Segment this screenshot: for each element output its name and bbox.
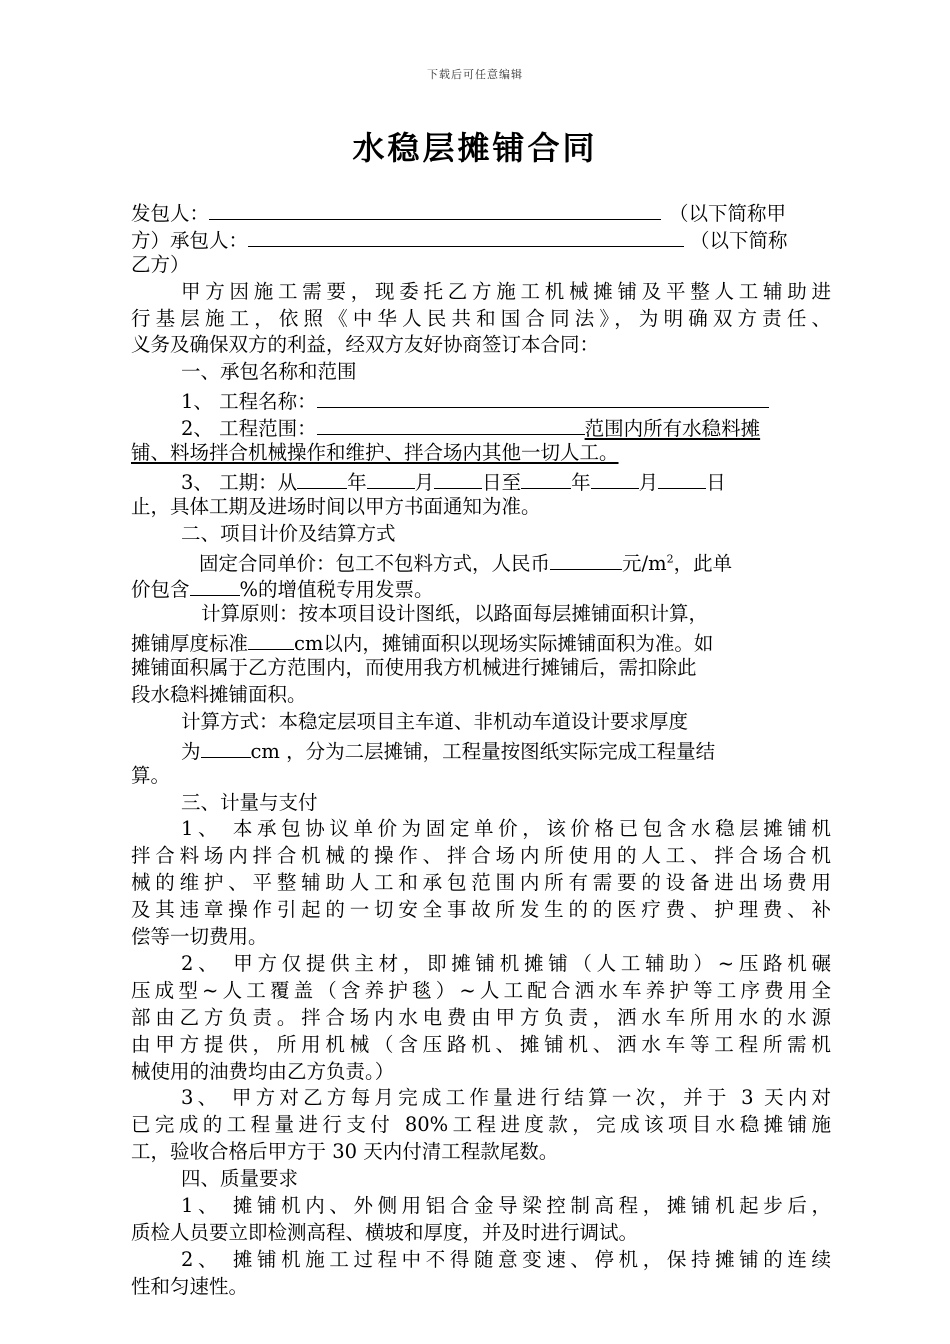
thickness-label: 摊铺厚度标准 [131,632,249,656]
contractor-suffix: （以下简称 [690,228,788,252]
end-year-blank[interactable] [521,467,571,489]
project-name-blank[interactable] [317,386,769,408]
payment-p3-line: 已完成的工程量进行支付 80%工程进度款，完成该项目水稳摊铺施 [131,1113,831,1137]
project-name-line [131,386,831,413]
year-label: 年 [347,470,367,494]
payment-p1-line: 及其违章操作引起的一切安全事故所发生的的医疗费、护理费、补 [131,898,831,922]
month-label: 月 [638,470,659,494]
quality-p2-line: 性和匀速性。 [131,1274,249,1298]
day-to-label: 日至 [482,470,522,494]
payment-p2-line: 械使用的油费均由乙方负责。） [131,1059,395,1083]
section2-heading: 二、项目计价及结算方式 [181,521,396,545]
parties-line-3: 乙方） [131,252,190,276]
end-day-blank[interactable] [658,467,706,489]
calc-method-thickness-line [131,736,831,763]
thickness-blank[interactable] [248,628,294,650]
contractor-label: 方）承包人： [131,228,249,252]
payment-p1-line: 偿等一切费用。 [131,925,268,949]
payment-p1-line: 1、 本承包协议单价为固定单价，该价格已包含水稳层摊铺机 [181,817,831,841]
contract-body [131,198,831,1301]
preamble-line: 甲方因施工需要，现委托乙方施工机械摊铺及平整人工辅助进 [181,279,831,303]
header-note: 下载后可任意编辑 [427,68,523,81]
calc-principle-line: 摊铺面积属于乙方范围内，而使用我方机械进行摊铺后，需扣除此 [131,656,697,680]
project-scope-text: 范围内所有水稳料摊 [584,417,761,441]
payment-p1-line: 械的维护、平整辅助人工和承包范围内所有需要的设备进出场费用 [131,871,831,895]
duration-cont: 止，具体工期及进场时间以甲方书面通知为准。 [131,494,541,518]
tax-line [131,574,831,601]
employer-suffix: （以下简称甲 [669,202,787,225]
unit-price-line [131,548,831,575]
tax-label: 价包含 [131,578,190,602]
project-name-label: 1、 工程名称： [181,390,317,414]
year-label: 年 [571,470,591,494]
calc-method-tail: cm ，分为二层摊铺，工程量按图纸实际完成工程量结 [250,739,716,763]
project-scope-label: 2、 工程范围： [181,417,317,441]
quality-p1-line: 质检人员要立即检测高程、横坡和厚度，并及时进行调试。 [131,1220,639,1244]
start-day-blank[interactable] [434,467,482,489]
preamble-line: 义务及确保双方的利益，经双方友好协商签订本合同： [131,333,600,357]
payment-p1-line: 拌合料场内拌合机械的操作、拌合场内所使用的人工、拌合场合机 [131,844,831,868]
calc-principle-line: 段水稳料摊铺面积。 [131,683,307,707]
payment-p3-line: 工，验收合格后甲方于 30 天内付清工程款尾数。 [131,1140,559,1164]
unit-price-unit: 元/m [622,551,667,575]
section1-heading: 一、承包名称和范围 [181,360,357,384]
quality-p1-line: 1、 摊铺机内、外侧用铝合金导梁控制高程，摊铺机起步后， [181,1193,831,1217]
unit-price-label: 固定合同单价：包工不包料方式，人民币 [199,551,551,575]
calc-method-line: 计算方式：本稳定层项目主车道、非机动车道设计要求厚度 [181,709,689,733]
payment-p3-line: 3、 甲方对乙方每月完成工作量进行结算一次，并于 3 天内对 [181,1086,831,1110]
calc-principle-line: 计算原则：按本项目设计图纸，以路面每层摊铺面积计算， [201,602,709,626]
payment-p2-line: 由甲方提供，所用机械（含压路机、摊铺机、洒水车等工程所需机 [131,1032,831,1056]
section3-heading: 三、计量与支付 [181,790,318,814]
quality-p2-line: 2、 摊铺机施工过程中不得随意变速、停机，保持摊铺的连续 [181,1247,831,1271]
end-month-blank[interactable] [591,467,639,489]
document-title: 水稳层摊铺合同 [352,129,598,167]
tax-rate-blank[interactable] [190,574,240,596]
start-year-blank[interactable] [297,467,347,489]
employer-label: 发包人： [131,202,210,225]
unit-price-blank[interactable] [550,548,622,570]
day-label: 日 [706,470,726,494]
tax-tail: %的增值税专用发票。 [239,578,434,602]
project-scope-cont-text: 铺、料场拌合机械操作和维护、拌合场内其他一切人工。 [131,441,619,465]
parties-line-2 [131,225,831,252]
project-scope-cont [131,440,831,467]
unit-price-tail: ，此单 [673,551,733,575]
payment-p2-line: 2、 甲方仅提供主材，即摊铺机摊铺（人工辅助）~压路机碾 [181,951,831,975]
calc-method-prefix: 为 [181,739,201,763]
start-month-blank[interactable] [367,467,415,489]
payment-p2-line: 部由乙方负责。拌合场内水电费由甲方负责，洒水车所用水的水源 [131,1005,831,1029]
contractor-blank[interactable] [248,225,684,247]
preamble-line: 行基层施工，依照《中华人民共和国合同法》，为明确双方责任、 [131,306,831,330]
design-thickness-blank[interactable] [201,736,251,758]
thickness-tail: cm以内，摊铺面积以现场实际摊铺面积为准。如 [294,632,714,656]
thickness-line [131,628,831,655]
project-scope-blank[interactable] [317,413,585,435]
payment-p2-line: 压成型~人工覆盖（含养护毯）~人工配合洒水车养护等工序费用全 [131,978,831,1002]
project-scope-line [131,413,831,440]
duration-label: 3、 工期：从 [181,470,298,494]
duration-line [131,467,831,494]
month-label: 月 [414,470,435,494]
employer-blank[interactable] [209,198,661,220]
parties-line-1 [131,198,831,225]
section4-heading: 四、质量要求 [181,1167,299,1191]
calc-method-line: 算。 [131,763,171,787]
unit-price-sup: 2 [666,552,674,566]
